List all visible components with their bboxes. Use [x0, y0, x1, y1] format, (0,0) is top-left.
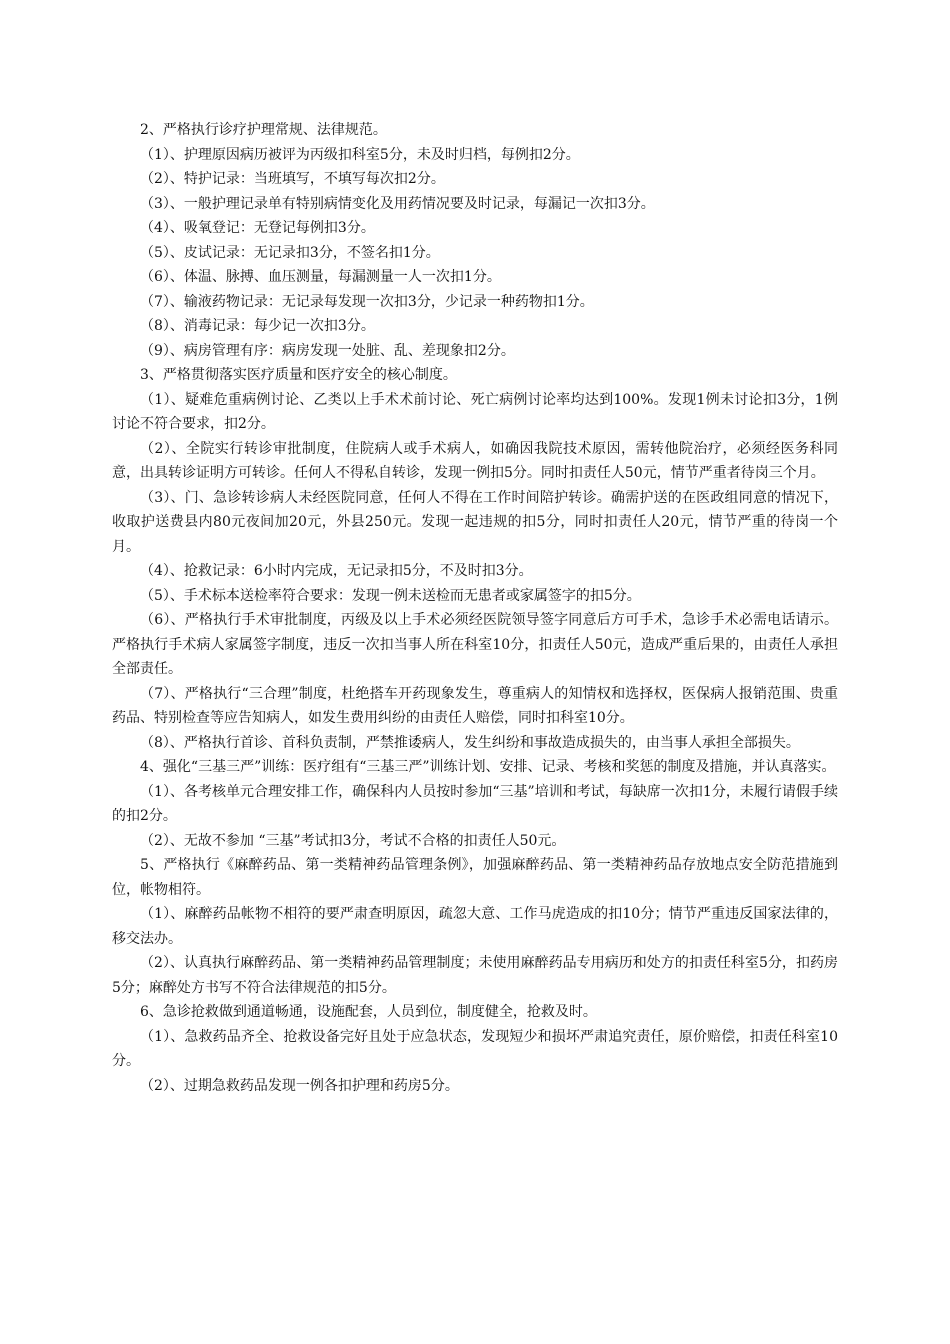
section-6-heading: 6、急诊抢救做到通道畅通，设施配套，人员到位，制度健全，抢救及时。 [140, 1004, 597, 1020]
section-3-item-6: （6）、严格执行手术审批制度，丙级及以上手术必须经医院领导签字同意后方可手术，急诊手术必需电话请示。严格执行手术病人家属签字制度，违反一次扣当事人所在科室10分，扣责任人50元，造成严重后果的，由责任人承担全部责任。 [112, 612, 838, 677]
section-2-item-4: （4）、吸氧登记：无登记每例扣3分。 [140, 220, 375, 236]
section-3-item-5: （5）、手术标本送检率符合要求：发现一例未送检而无患者或家属签字的扣5分。 [140, 587, 641, 604]
section-3-item-2: （2）、全院实行转诊审批制度，住院病人或手术病人，如确因我院技术原因，需转他院治疗，必须经医务科同意，出具转诊证明方可转诊。任何人不得私自转诊，发现一例扣5分。同时扣责任人50元，情节严重者待岗三个月。 [112, 440, 838, 481]
section-2-heading: 2、严格执行诊疗护理常规、法律规范。 [140, 122, 387, 138]
section-2-item-9: （9）、病房管理有序：病房发现一处脏、乱、差现象扣2分。 [140, 342, 515, 359]
section-5-item-1: （1）、麻醉药品帐物不相符的要严肃查明原因，疏忽大意、工作马虎造成的扣10分；情节严重违反国家法律的，移交法办。 [112, 906, 838, 947]
section-5-item-2: （2）、认真执行麻醉药品、第一类精神药品管理制度；未使用麻醉药品专用病历和处方的扣责任科室5分，扣药房5分；麻醉处方书写不符合法律规范的扣5分。 [112, 955, 838, 996]
section-3-heading: 3、严格贯彻落实医疗质量和医疗安全的核心制度。 [140, 367, 457, 383]
section-6-item-2: （2）、过期急救药品发现一例各扣护理和药房5分。 [140, 1077, 459, 1094]
section-2-item-7: （7）、输液药物记录：无记录每发现一次扣3分，少记录一种药物扣1分。 [140, 293, 594, 310]
section-2-item-2: （2）、特护记录：当班填写，不填写每次扣2分。 [140, 171, 445, 187]
section-4-item-2: （2）、无故不参加 “三基”考试扣3分，考试不合格的扣责任人50元。 [140, 832, 566, 849]
section-2-item-6: （6）、体温、脉搏、血压测量，每漏测量一人一次扣1分。 [140, 269, 501, 285]
section-2-item-3: （3）、一般护理记录单有特别病情变化及用药情况要及时记录，每漏记一次扣3分。 [140, 195, 655, 212]
section-2-item-8: （8）、消毒记录：每少记一次扣3分。 [140, 318, 375, 334]
section-5-heading: 5、严格执行《麻醉药品、第一类精神药品管理条例》，加强麻醉药品、第一类精神药品存放地点安全防范措施到位，帐物相符。 [112, 857, 838, 898]
section-4-heading: 4、强化“三基三严”训练：医疗组有“三基三严”训练计划、安排、记录、考核和奖惩的制度及措施，并认真落实。 [140, 759, 836, 775]
section-2-item-5: （5）、皮试记录：无记录扣3分，不签名扣1分。 [140, 244, 440, 261]
section-3-item-8: （8）、严格执行首诊、首科负责制，严禁推诿病人，发生纠纷和事故造成损失的，由当事人承担全部损失。 [140, 734, 800, 751]
section-2-item-1: （1）、护理原因病历被评为丙级扣科室5分，未及时归档，每例扣2分。 [140, 146, 580, 163]
section-6-item-1: （1）、急救药品齐全、抢救设备完好且处于应急状态，发现短少和损坏严肃追究责任，原价赔偿，扣责任科室10分。 [112, 1028, 838, 1069]
document-body [112, 118, 838, 1098]
section-3-item-7: （7）、严格执行“三合理”制度，杜绝搭车开药现象发生，尊重病人的知情权和选择权，医保病人报销范围、贵重药品、特别检查等应告知病人，如发生费用纠纷的由责任人赔偿，同时扣科室10分。 [112, 685, 838, 726]
section-4-item-1: （1）、各考核单元合理安排工作，确保科内人员按时参加“三基”培训和考试，每缺席一次扣1分，未履行请假手续的扣2分。 [112, 783, 838, 824]
section-3-item-1: （1）、疑难危重病例讨论、乙类以上手术术前讨论、死亡病例讨论率均达到100%。发现1例未讨论扣3分，1例讨论不符合要求，扣2分。 [112, 391, 838, 432]
section-3-item-3: （3）、门、急诊转诊病人未经医院同意，任何人不得在工作时间陪护转诊。确需护送的在医政组同意的情况下，收取护送费县内80元夜间加20元，外县250元。发现一起违规的扣5分，同时扣责任人20元，情节严重的待岗一个月。 [112, 489, 838, 555]
section-3-item-4: （4）、抢救记录：6小时内完成，无记录扣5分，不及时扣3分。 [140, 563, 533, 579]
